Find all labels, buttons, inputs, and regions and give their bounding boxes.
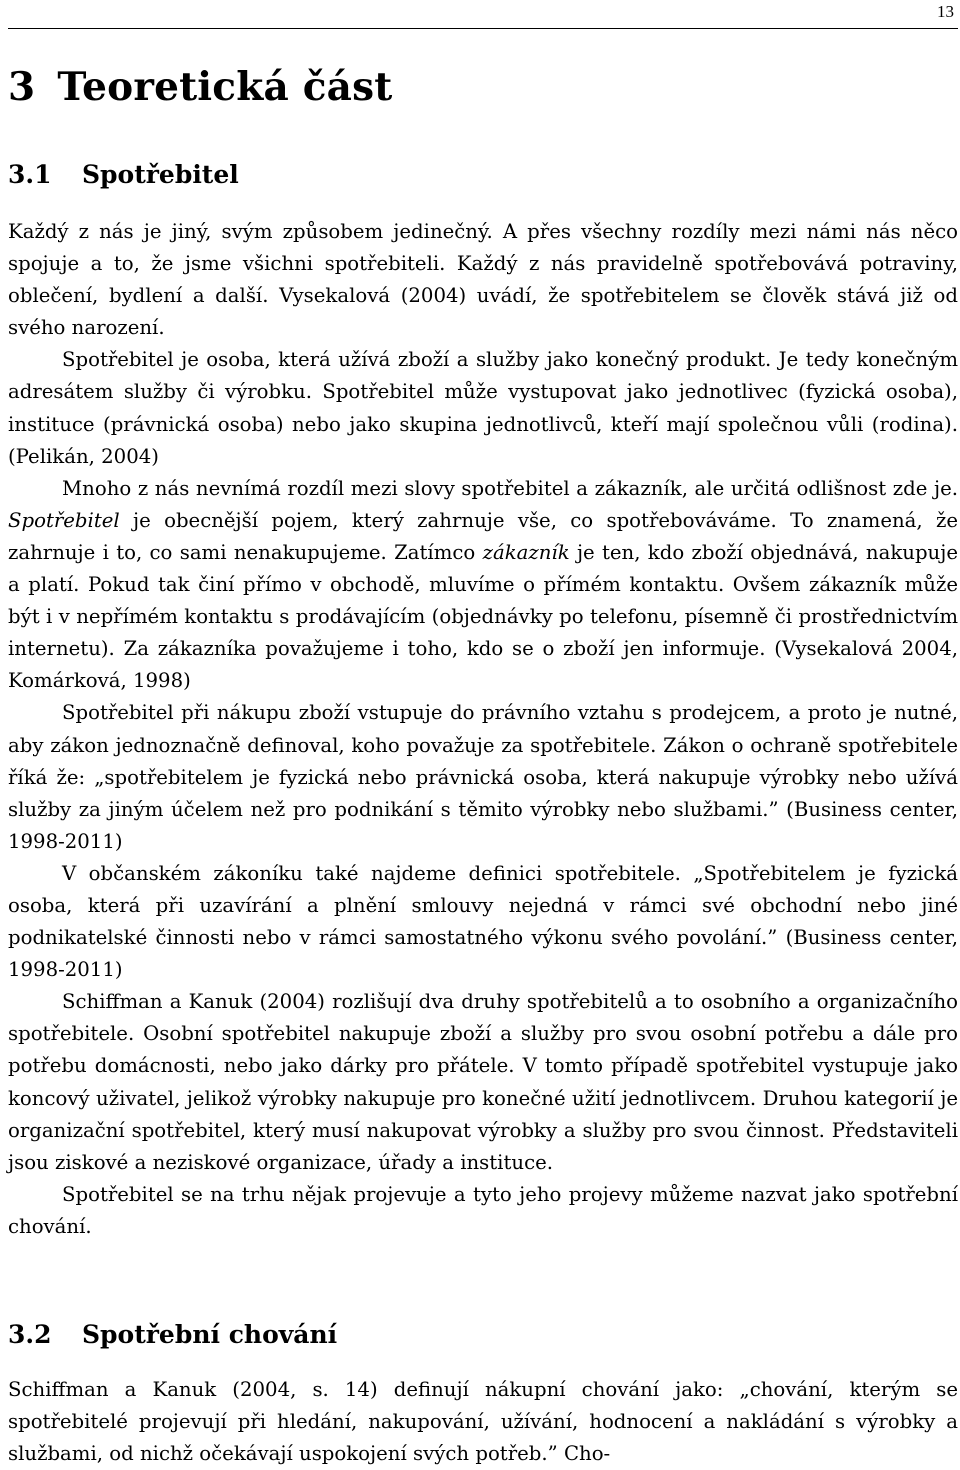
- paragraph: Schiffman a Kanuk (2004, s. 14) definují nákupní chování jako: „chování, kterým se spotřebitelé projevují při hledání, nakupování, užívání, hodnocení a nakládání s výrobky a službami, od nichž očekávají uspokojení svých potřeb.” Cho-: [8, 1378, 958, 1466]
- chapter-heading: [8, 64, 393, 110]
- paragraph-text: je obecnější pojem, který zahrnuje vše, co spotřebováváme. To znamená, že zahrnuje i to, co sami nenakupujeme. Zatímco: [8, 508, 958, 564]
- paragraph: [8, 473, 958, 698]
- paragraph: Spotřebitel se na trhu nějak projevuje a tyto jeho projevy můžeme nazvat jako spotřební chování.: [8, 1182, 958, 1238]
- section-heading-spotrebitel: [8, 160, 239, 189]
- page-number: 13: [937, 2, 954, 21]
- emphasized-term: Spotřebitel: [8, 508, 120, 532]
- header-divider: [8, 28, 958, 29]
- chapter-title: Teoretická část: [57, 64, 393, 110]
- paragraph: Spotřebitel je osoba, která užívá zboží a služby jako konečný produkt. Je tedy konečným adresátem služby či výrobku. Spotřebitel může vystupovat jako jednotlivec (fyzická osoba), instituce (právnická osoba) nebo jako skupina jednotlivců, kteří mají společnou vůli (rodina). (Pelikán, 2004): [8, 348, 958, 468]
- section-heading-spotrebni-chovani: [8, 1320, 337, 1349]
- section-2-body: [8, 1374, 958, 1470]
- paragraph: Spotřebitel při nákupu zboží vstupuje do právního vztahu s prodejcem, a proto je nutné, aby zákon jednoznačně definoval, koho považuje za spotřebitele. Zákon o ochraně spotřebitele říká že: „spotřebitelem je fyzická nebo právnická osoba, která nakupuje výrobky nebo užívá služby za jiným účelem než pro podnikání s těmito výrobky nebo službami.” (Business center, 1998-2011): [8, 701, 958, 853]
- section-number: 3.1: [8, 160, 52, 189]
- section-title: Spotřební chování: [82, 1320, 338, 1349]
- paragraph-text: je ten, kdo zboží objednává, nakupuje a platí. Pokud tak činí přímo v obchodě, mluvíme o přímém kontaktu. Ovšem zákazník může být i v nepřímém kontaktu s prodávajícím (objednávky po telefonu, písemně či prostřednictvím internetu). Za zákazníka považujeme i toho, kdo se o zboží jen informuje. (Vysekalová 2004, Komárková, 1998): [8, 540, 958, 693]
- section-1-body: [8, 216, 958, 1243]
- section-title: Spotřebitel: [82, 160, 239, 189]
- chapter-number: 3: [8, 64, 36, 110]
- paragraph: V občanském zákoníku také najdeme definici spotřebitele. „Spotřebitelem je fyzická osoba, která při uzavírání a plnění smlouvy nejedná v rámci své obchodní nebo jiné podnikatelské činnosti nebo v rámci samostatného výkonu svého povolání.” (Business center, 1998-2011): [8, 861, 958, 982]
- section-number: 3.2: [8, 1320, 52, 1349]
- paragraph-text: Mnoho z nás nevnímá rozdíl mezi slovy spotřebitel a zákazník, ale určitá odlišnost zde je.: [62, 476, 958, 500]
- paragraph: Každý z nás je jiný, svým způsobem jedinečný. A přes všechny rozdíly mezi námi nás něco spojuje a to, že jsme všichni spotřebiteli. Každý z nás pravidelně spotřebovává potraviny, oblečení, bydlení a další. Vysekalová (2004) uvádí, že spotřebitelem se člověk stává již od svého narození.: [8, 220, 958, 340]
- emphasized-term: zákazník: [482, 540, 570, 564]
- paragraph: Schiffman a Kanuk (2004) rozlišují dva druhy spotřebitelů a to osobního a organizačního spotřebitele. Osobní spotřebitel nakupuje zboží a služby pro svou osobní potřebu a dále pro potřebu domácnosti, nebo jako dárky pro přátele. V tomto případě spotřebitel vystupuje jako koncový uživatel, jelikož výrobky nakupuje pro konečné užití jednotlivcem. Druhou kategorií je organizační spotřebitel, který musí nakupovat výrobky a služby pro svou činnost. Představiteli jsou ziskové a neziskové organizace, úřady a instituce.: [8, 990, 958, 1174]
